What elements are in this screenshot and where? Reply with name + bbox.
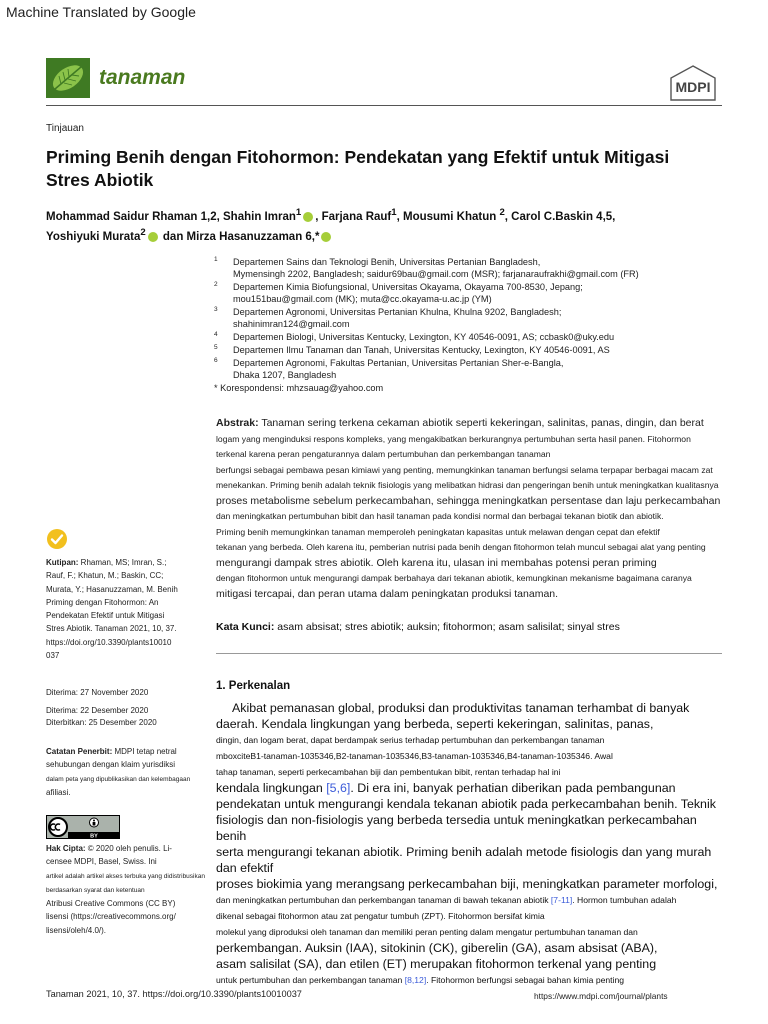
body-text: untuk pertumbuhan dan perkembangan tanaman: [216, 975, 405, 985]
affiliation-number: 1: [214, 256, 218, 263]
author-superscript: 2: [499, 207, 505, 218]
affiliation-item: [214, 306, 714, 330]
citation-line: Rhaman, MS; Imran, S.;: [78, 558, 167, 567]
body-line: [216, 924, 728, 940]
publisher-note-line: afiliasi.: [46, 787, 71, 797]
author-superscript: 1: [295, 207, 302, 218]
citation-line: Rauf, F.; Khatun, M.; Baskin, CC;: [46, 571, 164, 581]
body-text: asam salisilat (SA), dan etilen (ET) merupakan fitohormon terkenal yang penting: [216, 957, 657, 971]
body-text: . Fitohormon berfungsi sebagai bahan kimia penting: [426, 975, 625, 985]
body-line: [216, 876, 728, 892]
affiliation-number: 2: [214, 281, 218, 288]
body-text: kendala lingkungan: [216, 781, 327, 795]
affiliation-line: Departemen Biologi, Universitas Kentucky, Lexington, KY 40546-0091, AS; ccbask0@uky.edu: [233, 332, 615, 342]
copyright-line: berdasarkan syarat dan ketentuan: [46, 886, 145, 894]
orcid-icon[interactable]: [303, 212, 313, 222]
journal-name: tanaman: [99, 66, 186, 89]
affiliation-number: 5: [214, 344, 218, 351]
copyright-line: artikel adalah artikel akses terbuka yang didistribusikan: [46, 872, 205, 880]
abstract-line: mitigasi tercapai, dan peran utama dalam peningkatan produksi tanaman.: [216, 587, 559, 600]
publisher-note-line: sehubungan dengan klaim yurisdiksi: [46, 760, 175, 770]
affiliation-line: Departemen Kimia Biofungsional, Universitas Okayama, Okayama 700-8530, Jepang;: [233, 282, 583, 292]
reference-link[interactable]: [7-11]: [550, 895, 573, 905]
body-text: molekul yang diproduksi oleh tanaman dan memiliki peran penting dalam mengatur pertumbuhan tanaman dan: [216, 927, 638, 937]
citation-line: Priming dengan Fitohormon: An: [46, 597, 159, 607]
author-superscript: 2: [140, 226, 146, 238]
body-line: [216, 844, 728, 876]
body-text: . Di era ini, banyak perhatian diberikan pada pembangunan: [350, 781, 676, 795]
affiliation-line: Departemen Sains dan Teknologi Benih, Universitas Pertanian Bangladesh,: [233, 257, 541, 267]
reference-link[interactable]: [5,6]: [326, 781, 351, 795]
article-type: Tinjauan: [46, 123, 84, 134]
abstract-first-line: [216, 416, 728, 432]
affiliations: [214, 256, 714, 394]
author-text: , Carol C.Baskin 4,5: [504, 210, 613, 223]
body-line: [216, 972, 728, 988]
affiliation-line: mou151bau@gmail.com (MK); muta@cc.okayama-u.ac.jp (YM): [233, 294, 492, 304]
copyright-line[interactable]: lisensi (https://creativecommons.org/: [46, 912, 176, 922]
abstract-text: Tanaman sering terkena cekaman abiotik seperti kekeringan, salinitas, panas, dingin, dan berat: [258, 417, 704, 429]
body-line: [216, 700, 728, 716]
citation-doi-link[interactable]: https://doi.org/10.3390/plants10010: [46, 637, 172, 647]
body-text: dikenal sebagai fitohormon atau zat pengatur tumbuh (ZPT). Fitohormon bersifat kimia: [216, 911, 545, 921]
body-line: [216, 716, 728, 732]
copyright-label: Hak Cipta:: [46, 844, 86, 853]
check-updates-icon[interactable]: [46, 528, 68, 550]
body-text: . Hormon tumbuhan adalah: [572, 895, 677, 905]
copyright-line: © 2020 oleh penulis. Li-: [85, 844, 172, 853]
footer-citation[interactable]: Tanaman 2021, 10, 37. https://doi.org/10.3390/plants10010037: [46, 989, 302, 999]
body-text: perkembangan. Auksin (IAA), sitokinin (CK), giberelin (GA), asam absisat (ABA),: [216, 941, 658, 955]
author-text: dan Mirza Hasanuzzaman 6,*: [162, 230, 320, 243]
abstract-label: Abstrak:: [216, 417, 259, 429]
body-line: [216, 764, 728, 780]
affiliation-line: Departemen Agronomi, Universitas Pertanian Khulna, Khulna 9202, Bangladesh;: [233, 307, 562, 317]
affiliation-line: Departemen Ilmu Tanaman dan Tanah, Universitas Kentucky, Lexington, KY 40546-0091, AS: [233, 345, 610, 355]
body-line: [216, 748, 728, 764]
author-superscript: 1: [391, 207, 397, 218]
body-text: fisiologis dan non-fisiologis yang berbeda tersedia untuk meningkatkan perkecambahan benih: [216, 813, 697, 843]
header-rule: [46, 105, 722, 106]
abstract-line: berfungsi sebagai pembawa pesan kimiawi yang penting, memungkinkan tanaman berfungsi selama terpapar berbagai macam zat: [216, 464, 713, 475]
affiliation-line: Dhaka 1207, Bangladesh: [233, 370, 337, 380]
affiliation-item: [214, 331, 714, 343]
keywords: [216, 621, 726, 633]
citation-label: Kutipan:: [46, 558, 79, 567]
reference-link[interactable]: [8,12]: [404, 975, 427, 985]
affiliation-item: [214, 344, 714, 356]
citation-line: Stres Abiotik. Tanaman 2021, 10, 37.: [46, 624, 177, 634]
body-line: [216, 812, 728, 844]
affiliation-number: 4: [214, 331, 218, 338]
date-accepted: Diterima: 22 Desember 2020: [46, 706, 149, 715]
abstract-line: proses metabolisme sebelum perkecambahan, sehingga meningkatkan persentase dan laju perkecambahan: [216, 494, 721, 507]
body-text: daerah. Kendala lingkungan yang berbeda, seperti kekeringan, salinitas, panas,: [216, 717, 654, 731]
publisher-note-label: Catatan Penerbit:: [46, 747, 113, 756]
abstract-line: terkenal karena peran pengaturannya dalam pertumbuhan dan perkembangan tanaman: [216, 449, 551, 459]
abstract-line: logam yang menginduksi respons kompleks, yang mengakibatkan berkurangnya pertumbuhan serta hasil panen. Fitohormon: [216, 433, 691, 444]
keywords-text: asam absisat; stres abiotik; auksin; fitohormon; asam salisilat; sinyal stres: [274, 621, 620, 633]
body-text: dingin, dan logam berat, dapat berdampak serius terhadap pertumbuhan dan perkembangan tanaman: [216, 735, 605, 745]
correspondence: * Korespondensi: mhzsauag@yahoo.com: [214, 383, 384, 393]
citation-line: Pendekatan Efektif untuk Mitigasi: [46, 611, 165, 621]
body-text: dan meningkatkan pertumbuhan dan perkembangan tanaman di bawah tekanan abiotik: [216, 895, 551, 905]
abstract-line: mengurangi dampak stres abiotik. Oleh karena itu, ulasan ini membahas potensi peran priming: [216, 556, 657, 569]
body-line: [216, 780, 728, 796]
author-list: [46, 205, 726, 245]
introduction-body: [216, 700, 728, 988]
body-line: [216, 908, 728, 924]
body-line: [216, 892, 728, 908]
abstract-line: dan meningkatkan pertumbuhan bibit dan hasil tanaman pada kondisi normal dan berbagai tekanan biotik dan abiotik.: [216, 511, 664, 521]
author-text: Mohammad Saidur Rhaman 1,2, Shahin Imran: [46, 210, 296, 223]
svg-text:BY: BY: [90, 833, 98, 839]
affiliation-number: 3: [214, 306, 218, 313]
abstract: [216, 416, 728, 602]
affiliation-line: Mymensingh 2202, Bangladesh; saidur69bau@gmail.com (MSR); farjanaraufrakhi@gmail.com (FR): [233, 269, 639, 279]
copyright-block: [46, 842, 206, 937]
citation-block: [46, 556, 206, 662]
cc-by-icon[interactable]: [46, 815, 120, 839]
mdpi-logo-text: MDPI: [675, 79, 711, 95]
date-received: Diterima: 27 November 2020: [46, 688, 149, 697]
copyright-line[interactable]: lisensi/oleh/4.0/).: [46, 925, 107, 935]
affiliation-item: [214, 357, 714, 381]
body-text: mboxciteB1-tanaman-1035346,B2-tanaman-1035346,B3-tanaman-1035346,B4-tanaman-1035346. Awal: [216, 751, 613, 761]
author-text: , Mousumi Khatun: [396, 210, 497, 223]
copyright-line: censee MDPI, Basel, Swiss. Ini: [46, 857, 157, 867]
section-divider: [216, 653, 722, 654]
affiliation-number: 6: [214, 357, 218, 364]
leaf-logo-icon: [46, 58, 90, 98]
author-text: ,: [612, 210, 616, 223]
keywords-label: Kata Kunci:: [216, 621, 275, 633]
orcid-icon[interactable]: [321, 232, 331, 242]
affiliation-line: Departemen Agronomi, Fakultas Pertanian, Universitas Pertanian Sher-e-Bangla,: [233, 358, 564, 368]
copyright-line: Atribusi Creative Commons (CC BY): [46, 899, 176, 909]
body-line: [216, 732, 728, 748]
body-text: serta mengurangi tekanan abiotik. Priming benih adalah metode fisiologis dan yang murah dan efektif: [216, 845, 712, 875]
affiliation-line: shahinimran124@gmail.com: [233, 319, 350, 329]
citation-line: Murata, Y.; Hasanuzzaman, M. Benih: [46, 584, 178, 594]
paper-title: Priming Benih dengan Fitohormon: Pendekatan yang Efektif untuk Mitigasi Stres Abiotik: [46, 147, 670, 190]
machine-translated-banner: Machine Translated by Google: [6, 4, 196, 20]
affiliation-item: [214, 281, 714, 305]
author-text: Yoshiyuki Murata: [46, 230, 141, 243]
orcid-icon[interactable]: [148, 232, 158, 242]
abstract-line: tekanan yang berbeda. Oleh karena itu, pemberian nutrisi pada benih dengan fitohormon telah muncul sebagai alat yang penting: [216, 542, 706, 552]
citation-doi-link[interactable]: 037: [46, 651, 60, 661]
body-text: tahap tanaman, seperti perkecambahan biji dan pembentukan bibit, rentan terhadap hal ini: [216, 767, 561, 777]
publisher-note-line: dalam peta yang dipublikasikan dan kelembagaan: [46, 775, 191, 783]
publisher-note: [46, 745, 206, 799]
mdpi-logo: [666, 64, 720, 104]
body-line: [216, 796, 728, 812]
footer-journal-url[interactable]: https://www.mdpi.com/journal/plants: [534, 991, 668, 1001]
publisher-note-line: MDPI tetap netral: [112, 747, 177, 756]
abstract-line: dengan fitohormon untuk mengurangi dampak berbahaya dari tekanan abiotik, kemungkinan mekanisme bagaimana caranya: [216, 573, 692, 583]
body-text: proses biokimia yang merangsang perkecambahan biji, meningkatkan parameter morfologi,: [216, 877, 718, 891]
affiliation-list: [214, 256, 714, 381]
affiliation-item: [214, 256, 714, 280]
body-text: pendekatan untuk mengurangi kendala tekanan abiotik pada perkecambahan benih. Teknik: [216, 797, 716, 811]
author-text: , Farjana Rauf: [315, 210, 392, 223]
abstract-line: menekankan. Priming benih adalah teknik fisiologis yang melibatkan hidrasi dan pengeringan benih untuk meningkatkan kualitasnya: [216, 480, 719, 490]
abstract-line: Priming benih memungkinkan tanaman memperoleh peningkatan kapasitas untuk melawan dengan cepat dan efektif: [216, 526, 660, 537]
abstract-lines: [216, 432, 728, 603]
date-published: Diterbitkan: 25 Desember 2020: [46, 718, 157, 727]
section-heading: 1. Perkenalan: [216, 680, 291, 692]
body-line: [216, 956, 728, 972]
body-line: [216, 940, 728, 956]
body-text: Akibat pemanasan global, produksi dan produktivitas tanaman terhambat di banyak: [232, 701, 690, 715]
